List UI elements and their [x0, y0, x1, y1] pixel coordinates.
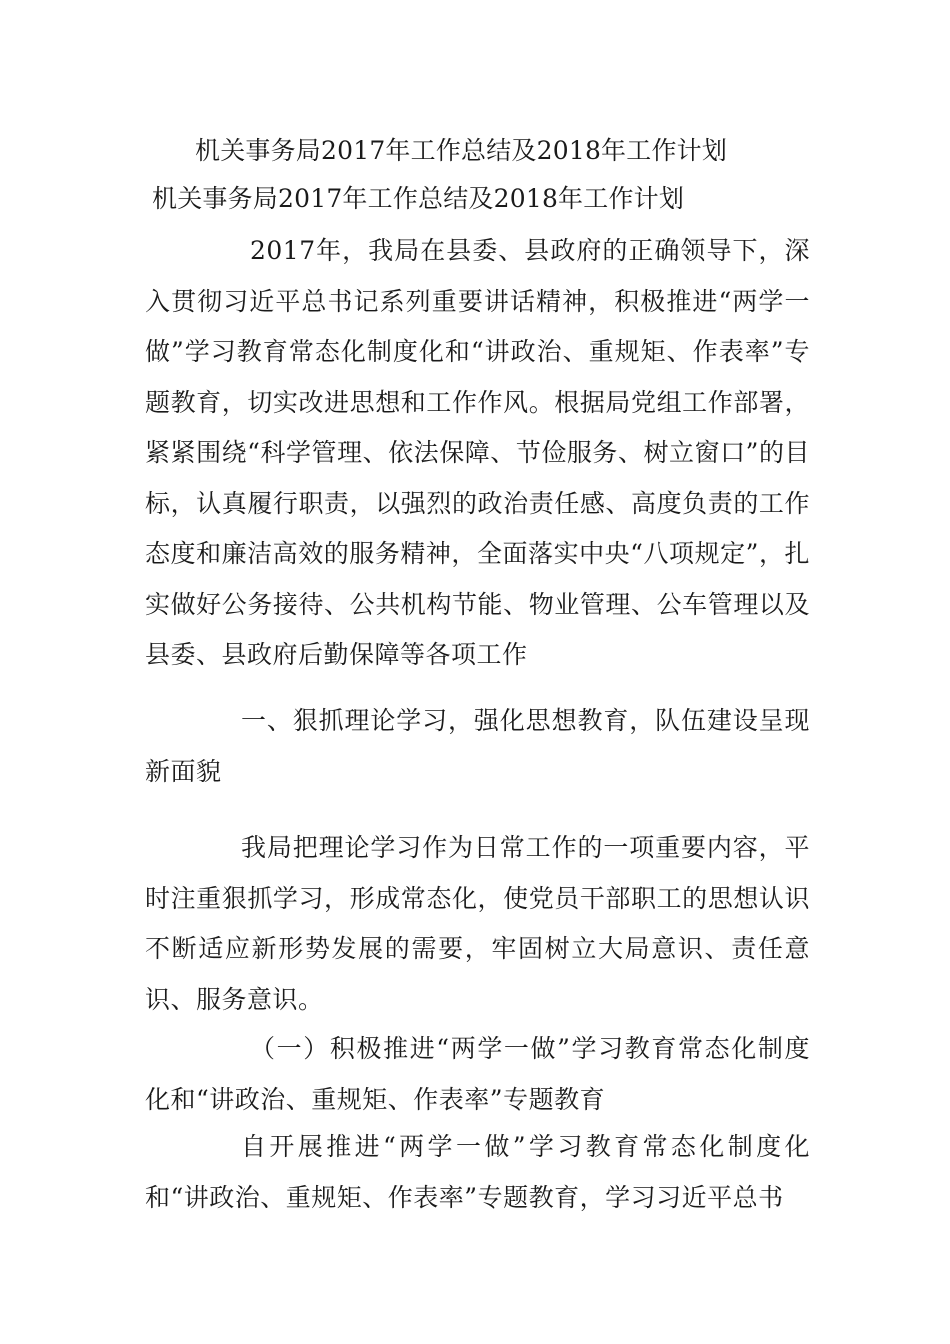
document-subtitle: 机关事务局2017年工作总结及2018年工作计划 [152, 184, 685, 213]
section-body: 我局把理论学习作为日常工作的一项重要内容，平时注重狠抓学习，形成常态化，使党员干部职工的思想认识不断适应新形势发展的需要，牢固树立大局意识、责任意识、服务意识。 [145, 833, 810, 1014]
intro-paragraph: 2017年，我局在县委、县政府的正确领导下，深入贯彻习近平总书记系列重要讲话精神，积极推进“两学一做”学习教育常态化制度化和“讲政治、重规矩、作表率”专题教育，切实改进思想和工作作风。根据局党组工作部署，紧紧围绕“科学管理、依法保障、节俭服务、树立窗口”的目标，认真履行职责，以强烈的政治责任感、高度负责的工作态度和廉洁高效的服务精神，全面落实中央“八项规定”，扎实做好公务接待、公共机构节能、物业管理、公车管理以及县委、县政府后勤保障等各项工作 [145, 236, 810, 669]
document-title: 机关事务局2017年工作总结及2018年工作计划 [195, 136, 728, 165]
subsection-heading: （一）积极推进“两学一做”学习教育常态化制度化和“讲政治、重规矩、作表率”专题教育 [145, 1034, 810, 1114]
subsection-body: 自开展推进“两学一做”学习教育常态化制度化和“讲政治、重规矩、作表率”专题教育，学习习近平总书 [145, 1132, 810, 1212]
section-heading: 一、狠抓理论学习，强化思想教育，队伍建设呈现新面貌 [145, 706, 810, 786]
